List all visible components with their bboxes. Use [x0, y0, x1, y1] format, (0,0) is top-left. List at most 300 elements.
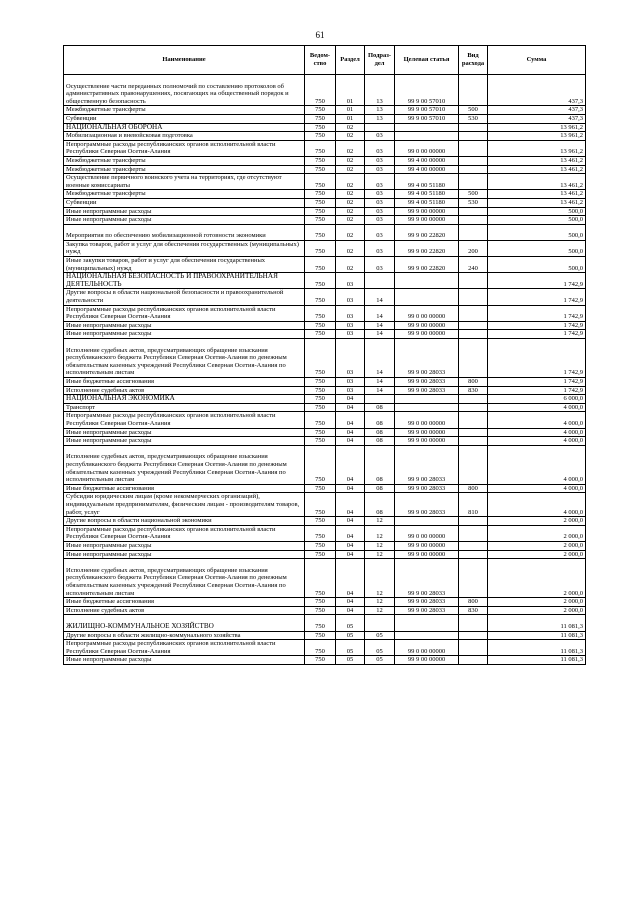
row-name: Иные непрограммные расходы	[64, 437, 305, 446]
header-target-article: Целевая статья	[395, 46, 459, 75]
row-target-article: 99 4 00 00000	[395, 165, 459, 174]
row-expense-type	[459, 321, 488, 330]
table-row	[64, 378, 586, 387]
table-row	[64, 606, 586, 615]
row-section: 04	[336, 541, 365, 550]
row-section: 04	[336, 550, 365, 559]
row-target-article: 99 9 00 57010	[395, 106, 459, 115]
row-target-article: 99 9 00 00000	[395, 541, 459, 550]
row-section: 03	[336, 378, 365, 387]
row-target-article: 99 9 00 00000	[395, 207, 459, 216]
row-department: 750	[305, 598, 336, 607]
row-subsection: 12	[365, 606, 395, 615]
row-subsection: 08	[365, 484, 395, 493]
row-amount: 1 742,9	[488, 378, 586, 387]
row-amount: 2 000,0	[488, 541, 586, 550]
row-section: 02	[336, 216, 365, 225]
row-section: 04	[336, 559, 365, 598]
row-target-article: 99 4 00 51180	[395, 198, 459, 207]
row-name: Иные бюджетные ассигнования	[64, 484, 305, 493]
row-department: 750	[305, 428, 336, 437]
table-row	[64, 525, 586, 541]
row-expense-type	[459, 140, 488, 156]
row-amount: 1 742,9	[488, 386, 586, 395]
row-name: Мероприятия по обеспечению мобилизационной готовности экономики	[64, 224, 305, 240]
row-subsection: 03	[365, 174, 395, 190]
row-expense-type	[459, 550, 488, 559]
row-amount: 437,3	[488, 114, 586, 123]
row-subsection: 05	[365, 656, 395, 665]
row-expense-type	[459, 156, 488, 165]
row-amount: 1 742,9	[488, 273, 586, 289]
row-section: 04	[336, 484, 365, 493]
row-section: 05	[336, 640, 365, 656]
row-department: 750	[305, 132, 336, 141]
row-section: 05	[336, 631, 365, 640]
row-section: 05	[336, 656, 365, 665]
row-subsection: 08	[365, 445, 395, 484]
row-expense-type: 800	[459, 598, 488, 607]
row-amount: 500,0	[488, 216, 586, 225]
table-row	[64, 321, 586, 330]
row-expense-type	[459, 428, 488, 437]
row-name: Непрограммные расходы республиканских органов исполнительной власти Республики Северная Осетия-Алания	[64, 412, 305, 428]
row-amount: 1 742,9	[488, 289, 586, 305]
header-name: Наименование	[64, 46, 305, 75]
row-amount: 2 000,0	[488, 550, 586, 559]
row-subsection: 14	[365, 305, 395, 321]
row-subsection: 08	[365, 403, 395, 412]
row-expense-type	[459, 330, 488, 339]
table-row	[64, 493, 586, 517]
row-target-article: 99 9 00 28033	[395, 598, 459, 607]
table-row	[64, 339, 586, 378]
row-expense-type	[459, 395, 488, 404]
row-department: 750	[305, 140, 336, 156]
row-section: 04	[336, 403, 365, 412]
row-expense-type	[459, 403, 488, 412]
row-target-article: 99 9 00 28033	[395, 339, 459, 378]
row-section: 01	[336, 106, 365, 115]
row-department: 750	[305, 273, 336, 289]
row-section: 04	[336, 606, 365, 615]
row-expense-type	[459, 615, 488, 631]
row-section: 01	[336, 75, 365, 106]
row-section: 05	[336, 615, 365, 631]
row-department: 750	[305, 606, 336, 615]
row-name: ЖИЛИЩНО-КОММУНАЛЬНОЕ ХОЗЯЙСТВО	[64, 615, 305, 631]
table-row	[64, 198, 586, 207]
row-target-article: 99 0 00 00000	[395, 140, 459, 156]
row-expense-type	[459, 437, 488, 446]
row-target-article: 99 4 00 51180	[395, 190, 459, 199]
row-name: Иные непрограммные расходы	[64, 550, 305, 559]
row-department: 750	[305, 517, 336, 526]
row-department: 750	[305, 330, 336, 339]
row-target-article	[395, 517, 459, 526]
row-section: 03	[336, 321, 365, 330]
row-target-article: 99 0 00 00000	[395, 412, 459, 428]
table-row	[64, 289, 586, 305]
row-section: 04	[336, 598, 365, 607]
row-subsection: 03	[365, 132, 395, 141]
row-section: 03	[336, 339, 365, 378]
page-number: 61	[315, 30, 325, 40]
row-section: 02	[336, 165, 365, 174]
row-amount: 11 081,3	[488, 656, 586, 665]
row-department: 750	[305, 198, 336, 207]
table-row	[64, 656, 586, 665]
row-section: 02	[336, 198, 365, 207]
row-section: 02	[336, 174, 365, 190]
row-name: Иные бюджетные ассигнования	[64, 378, 305, 387]
row-department: 750	[305, 631, 336, 640]
row-expense-type: 530	[459, 114, 488, 123]
budget-table	[63, 45, 586, 665]
row-target-article	[395, 289, 459, 305]
row-target-article: 99 0 00 00000	[395, 525, 459, 541]
row-department: 750	[305, 484, 336, 493]
table-row	[64, 106, 586, 115]
row-amount: 13 961,2	[488, 132, 586, 141]
row-section: 02	[336, 240, 365, 256]
row-department: 750	[305, 559, 336, 598]
header-expense-type: Вид расхода	[459, 46, 488, 75]
table-row	[64, 165, 586, 174]
table-row	[64, 224, 586, 240]
row-subsection: 12	[365, 598, 395, 607]
row-expense-type	[459, 656, 488, 665]
row-section: 03	[336, 330, 365, 339]
row-amount: 1 742,9	[488, 305, 586, 321]
row-amount: 13 461,2	[488, 165, 586, 174]
row-expense-type: 530	[459, 198, 488, 207]
table-row	[64, 550, 586, 559]
row-expense-type: 500	[459, 190, 488, 199]
row-expense-type	[459, 445, 488, 484]
row-name: Субвенции	[64, 198, 305, 207]
row-amount: 4 000,0	[488, 403, 586, 412]
row-expense-type	[459, 123, 488, 132]
row-department: 750	[305, 493, 336, 517]
row-subsection: 14	[365, 289, 395, 305]
row-name: Исполнение судебных актов	[64, 606, 305, 615]
row-expense-type	[459, 165, 488, 174]
row-subsection: 14	[365, 321, 395, 330]
row-target-article	[395, 395, 459, 404]
row-subsection	[365, 395, 395, 404]
table-row	[64, 445, 586, 484]
row-subsection	[365, 273, 395, 289]
row-amount: 11 081,3	[488, 640, 586, 656]
row-amount: 13 461,2	[488, 190, 586, 199]
row-section: 02	[336, 207, 365, 216]
row-subsection: 12	[365, 559, 395, 598]
row-department: 750	[305, 403, 336, 412]
section-row	[64, 273, 586, 289]
row-expense-type: 200	[459, 240, 488, 256]
row-target-article: 99 9 00 28033	[395, 606, 459, 615]
row-target-article	[395, 403, 459, 412]
row-expense-type	[459, 525, 488, 541]
row-subsection	[365, 123, 395, 132]
row-target-article: 99 9 00 22820	[395, 240, 459, 256]
table-row	[64, 207, 586, 216]
row-section: 03	[336, 305, 365, 321]
row-department: 750	[305, 550, 336, 559]
row-amount: 1 742,9	[488, 321, 586, 330]
row-target-article: 99 9 00 00000	[395, 330, 459, 339]
row-name: Непрограммные расходы республиканских органов исполнительной власти Республики Северная Осетия-Алания	[64, 525, 305, 541]
row-name: Исполнение судебных актов, предусматривающих обращение взыскания республиканского бюджета Республики Северная Осетия-Алания по денежным обязательствам казенных учреждений Республики Северная Осетия-Алания по исполнительным листам	[64, 559, 305, 598]
row-department: 750	[305, 240, 336, 256]
row-expense-type	[459, 132, 488, 141]
row-target-article: 99 9 00 57010	[395, 75, 459, 106]
row-amount: 1 742,9	[488, 330, 586, 339]
row-expense-type	[459, 216, 488, 225]
row-department: 750	[305, 224, 336, 240]
row-section: 02	[336, 140, 365, 156]
row-expense-type	[459, 207, 488, 216]
row-subsection: 03	[365, 165, 395, 174]
row-name: НАЦИОНАЛЬНАЯ ЭКОНОМИКА	[64, 395, 305, 404]
table-row	[64, 257, 586, 273]
section-row	[64, 615, 586, 631]
header-section: Раздел	[336, 46, 365, 75]
row-section: 03	[336, 273, 365, 289]
row-subsection: 08	[365, 412, 395, 428]
row-amount: 500,0	[488, 207, 586, 216]
row-department: 750	[305, 174, 336, 190]
table-row	[64, 428, 586, 437]
row-subsection: 12	[365, 541, 395, 550]
row-target-article	[395, 631, 459, 640]
row-department: 750	[305, 257, 336, 273]
row-name: Субсидии юридическим лицам (кроме некоммерческих организаций), индивидуальным предпринимателям, физическим лицам - производителям товаров, работ, услуг	[64, 493, 305, 517]
row-subsection: 08	[365, 428, 395, 437]
header-department: Ведом-ство	[305, 46, 336, 75]
row-name: Непрограммные расходы республиканских органов исполнительной власти Республики Северная Осетия-Алания	[64, 640, 305, 656]
row-subsection: 03	[365, 198, 395, 207]
row-target-article: 99 9 00 00000	[395, 656, 459, 665]
row-section: 02	[336, 190, 365, 199]
row-department: 750	[305, 75, 336, 106]
row-department: 750	[305, 165, 336, 174]
row-department: 750	[305, 445, 336, 484]
table-row	[64, 216, 586, 225]
row-section: 04	[336, 493, 365, 517]
row-name: Межбюджетные трансферты	[64, 165, 305, 174]
row-subsection: 13	[365, 114, 395, 123]
row-expense-type: 240	[459, 257, 488, 273]
row-amount: 4 000,0	[488, 484, 586, 493]
row-subsection: 14	[365, 339, 395, 378]
header-amount: Сумма	[488, 46, 586, 75]
row-amount: 2 000,0	[488, 598, 586, 607]
table-row	[64, 305, 586, 321]
row-amount: 437,3	[488, 106, 586, 115]
row-section: 03	[336, 289, 365, 305]
row-subsection: 14	[365, 330, 395, 339]
row-department: 750	[305, 114, 336, 123]
table-row	[64, 240, 586, 256]
row-amount: 11 081,3	[488, 631, 586, 640]
row-target-article: 99 9 00 00000	[395, 437, 459, 446]
row-section: 04	[336, 395, 365, 404]
row-section: 04	[336, 412, 365, 428]
table-row	[64, 640, 586, 656]
row-subsection: 12	[365, 517, 395, 526]
row-name: Иные непрограммные расходы	[64, 216, 305, 225]
row-amount: 4 000,0	[488, 445, 586, 484]
table-row	[64, 541, 586, 550]
row-amount: 500,0	[488, 224, 586, 240]
row-amount: 4 000,0	[488, 412, 586, 428]
row-name: НАЦИОНАЛЬНАЯ ОБОРОНА	[64, 123, 305, 132]
row-name: Межбюджетные трансферты	[64, 156, 305, 165]
table-row	[64, 156, 586, 165]
row-amount: 4 000,0	[488, 493, 586, 517]
row-subsection: 03	[365, 140, 395, 156]
row-expense-type	[459, 289, 488, 305]
header-subsection: Подраз-дел	[365, 46, 395, 75]
row-amount: 1 742,9	[488, 339, 586, 378]
table-header-row	[64, 46, 586, 75]
row-target-article: 99 0 00 00000	[395, 305, 459, 321]
row-target-article	[395, 273, 459, 289]
row-subsection: 14	[365, 378, 395, 387]
row-expense-type	[459, 517, 488, 526]
table-row	[64, 140, 586, 156]
row-department: 750	[305, 207, 336, 216]
row-target-article	[395, 132, 459, 141]
row-expense-type	[459, 631, 488, 640]
row-expense-type: 810	[459, 493, 488, 517]
row-expense-type: 800	[459, 378, 488, 387]
row-subsection: 14	[365, 386, 395, 395]
row-expense-type	[459, 174, 488, 190]
row-section: 02	[336, 132, 365, 141]
row-name: Осуществление части переданных полномочий по составлению протоколов об административных правонарушениях, посягающих на общественный порядок и общественную безопасность	[64, 75, 305, 106]
row-section: 02	[336, 257, 365, 273]
table-row	[64, 631, 586, 640]
row-department: 750	[305, 437, 336, 446]
row-expense-type	[459, 224, 488, 240]
row-target-article: 99 9 00 00000	[395, 321, 459, 330]
row-name: Межбюджетные трансферты	[64, 106, 305, 115]
row-target-article: 99 9 00 28033	[395, 445, 459, 484]
row-section: 02	[336, 224, 365, 240]
row-expense-type: 830	[459, 606, 488, 615]
row-department: 750	[305, 190, 336, 199]
row-expense-type: 830	[459, 386, 488, 395]
table-row	[64, 330, 586, 339]
row-name: Иные бюджетные ассигнования	[64, 598, 305, 607]
row-name: Субвенции	[64, 114, 305, 123]
row-section: 03	[336, 386, 365, 395]
row-department: 750	[305, 412, 336, 428]
row-section: 02	[336, 156, 365, 165]
row-target-article: 99 9 00 00000	[395, 550, 459, 559]
row-name: Закупка товаров, работ и услуг для обеспечения государственных (муниципальных) нужд	[64, 240, 305, 256]
row-subsection: 03	[365, 207, 395, 216]
row-department: 750	[305, 656, 336, 665]
row-amount: 4 000,0	[488, 437, 586, 446]
row-subsection: 12	[365, 550, 395, 559]
row-amount: 2 000,0	[488, 517, 586, 526]
row-department: 750	[305, 386, 336, 395]
row-name: Иные непрограммные расходы	[64, 428, 305, 437]
row-department: 750	[305, 339, 336, 378]
row-amount: 13 461,2	[488, 198, 586, 207]
row-subsection: 13	[365, 75, 395, 106]
row-target-article: 99 9 00 00000	[395, 216, 459, 225]
row-department: 750	[305, 289, 336, 305]
row-target-article: 99 9 00 00000	[395, 428, 459, 437]
row-target-article: 99 9 00 22820	[395, 257, 459, 273]
row-amount: 437,3	[488, 75, 586, 106]
table-row	[64, 412, 586, 428]
row-subsection: 03	[365, 216, 395, 225]
row-amount: 13 961,2	[488, 123, 586, 132]
row-subsection: 08	[365, 493, 395, 517]
row-name: Иные закупки товаров, работ и услуг для обеспечения государственных (муниципальных) нужд	[64, 257, 305, 273]
row-amount: 13 961,2	[488, 140, 586, 156]
table-row	[64, 517, 586, 526]
row-subsection: 12	[365, 525, 395, 541]
row-name: Иные непрограммные расходы	[64, 321, 305, 330]
row-name: Иные непрограммные расходы	[64, 541, 305, 550]
row-expense-type: 500	[459, 106, 488, 115]
row-amount: 2 000,0	[488, 525, 586, 541]
row-name: Иные непрограммные расходы	[64, 656, 305, 665]
row-subsection: 05	[365, 631, 395, 640]
row-target-article: 99 9 00 28033	[395, 378, 459, 387]
row-section: 04	[336, 428, 365, 437]
row-name: Исполнение судебных актов, предусматривающих обращение взыскания республиканского бюджета Республики Северная Осетия-Алания по денежным обязательствам казенных учреждений Республики Северная Осетия-Алания по исполнительным листам	[64, 339, 305, 378]
row-expense-type	[459, 75, 488, 106]
row-target-article: 99 4 00 51180	[395, 174, 459, 190]
row-department: 750	[305, 395, 336, 404]
row-name: Другие вопросы в области национальной безопасности и правоохранительной деятельности	[64, 289, 305, 305]
row-amount: 6 000,0	[488, 395, 586, 404]
row-expense-type	[459, 273, 488, 289]
row-amount: 2 000,0	[488, 559, 586, 598]
row-section: 04	[336, 437, 365, 446]
row-expense-type	[459, 559, 488, 598]
row-name: Транспорт	[64, 403, 305, 412]
table-row	[64, 484, 586, 493]
row-department: 750	[305, 321, 336, 330]
row-subsection: 03	[365, 257, 395, 273]
row-subsection	[365, 615, 395, 631]
row-expense-type	[459, 640, 488, 656]
row-amount: 13 461,2	[488, 174, 586, 190]
row-section: 04	[336, 525, 365, 541]
row-target-article: 99 9 00 28033	[395, 493, 459, 517]
row-department: 750	[305, 106, 336, 115]
row-name: Иные непрограммные расходы	[64, 330, 305, 339]
row-amount: 4 000,0	[488, 428, 586, 437]
row-subsection: 03	[365, 190, 395, 199]
row-amount: 500,0	[488, 240, 586, 256]
row-name: Мобилизационная и вневойсковая подготовка	[64, 132, 305, 141]
table-row	[64, 437, 586, 446]
row-section: 02	[336, 123, 365, 132]
row-expense-type	[459, 339, 488, 378]
row-name: Осуществление первичного воинского учета на территориях, где отсутствуют военные комиссариаты	[64, 174, 305, 190]
row-department: 750	[305, 615, 336, 631]
